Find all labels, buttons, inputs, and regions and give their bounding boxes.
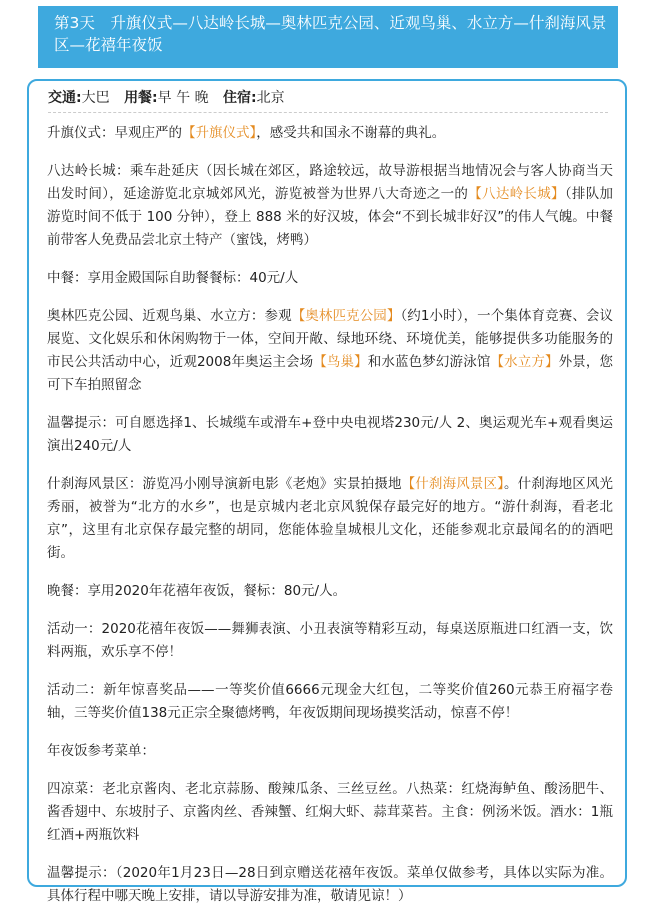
transport-label: 交通: [48,90,82,106]
trip-summary [48,86,608,113]
stay-label: 住宿: [223,90,257,106]
paragraph-shichahai: 什刹海风景区：游览冯小刚导演新电影《老炮》实景拍摄地【什刹海风景区】。什刹海地区风光秀丽，被誉为“北方的水乡”，也是京城内老北京风貌保存最完好的地方。“游什刹海，看老北京”，这里有北京保存最完整的胡同，您能体验皇城根儿文化，还能参观北京最闻名的的酒吧街。 [47,476,614,561]
highlight-birds-nest: 【鸟巢】 [313,354,368,370]
paragraph-menu-title: 年夜饭参考菜单： [47,743,155,759]
meal-value: 早 午 晚 [157,90,209,106]
meal-label: 用餐: [124,90,158,106]
paragraph-activity-one: 活动一：2020花禧年夜饭——舞狮表演、小丑表演等精彩互动，每桌送原瓶进口红酒一支，饮料两瓶，欢乐享不停！ [47,621,613,660]
transport-value: 大巴 [81,90,110,106]
day-title-banner [38,6,618,68]
paragraph-activity-two: 活动二：新年惊喜奖品——一等奖价值6666元现金大红包，二等奖价值260元恭王府福字卷轴，三等奖价值138元正宗全聚德烤鸭，年夜饭期间现场摸奖活动，惊喜不停！ [47,682,613,721]
highlight-shichahai: 【什刹海风景区】 [401,476,505,492]
stay-value: 北京 [256,90,285,106]
paragraph-lunch: 中餐：享用金殿国际自助餐餐标：40元/人 [47,270,299,286]
highlight-olympic-park: 【奥林匹克公园】 [291,308,401,324]
day-title: 第3天 升旗仪式—八达岭长城—奥林匹克公园、近观鸟巢、水立方—什刹海风景区—花禧年夜饭 [54,14,607,54]
paragraph-tip-optional: 温馨提示：可自愿选择1、长城缆车或滑车+登中央电视塔230元/人 2、奥运观光车+观看奥运演出240元/人 [47,415,613,454]
paragraph-badaling: 八达岭长城：乘车赴延庆（因长城在郊区，路途较远，故导游根据当地情况会与客人协商当天出发时间），延途游览北京城郊风光，游览被誉为世界八大奇迹之一的【八达岭长城】（排队加游览时间不低于 100 分钟），登上 888 米的好汉坡，体会“不到长城非好汉”的伟人气魄。中餐前带客人免费品尝北京土特产（蜜饯，烤鸭） [47,163,614,248]
paragraph-tip-dinner: 温馨提示：（2020年1月23日—28日到京赠送花禧年夜饭。菜单仅做参考，具体以实际为准。具体行程中哪天晚上安排，请以导游安排为准，敬请见谅！） [47,865,613,904]
paragraph-flag-ceremony: 升旗仪式：早观庄严的【升旗仪式】，感受共和国永不谢幕的典礼。 [47,125,446,141]
paragraph-menu: 四凉菜：老北京酱肉、老北京蒜肠、酸辣瓜条、三丝豆丝。八热菜：红烧海鲈鱼、酸汤肥牛、酱香翅中、东坡肘子、京酱肉丝、香辣蟹、红焖大虾、蒜茸菜苔。主食：例汤米饭。酒水：1瓶红酒+两瓶饮料 [47,781,613,843]
highlight-water-cube: 【水立方】 [490,354,559,370]
paragraph-olympic-park: 奥林匹克公园、近观鸟巢、水立方：参观【奥林匹克公园】（约1小时），一个集体育竞赛、会议展览、文化娱乐和休闲购物于一体，空间开敞、绿地环绕、环境优美，能够提供多功能服务的市民公共活动中心，近观2008年奥运主会场【鸟巢】和水蓝色梦幻游泳馆【水立方】外景，您可下车拍照留念 [47,308,614,393]
itinerary-content [47,122,613,923]
highlight-flag-ceremony: 【升旗仪式】 [182,125,257,141]
paragraph-dinner: 晚餐：享用2020年花禧年夜饭，餐标：80元/人。 [47,583,347,599]
highlight-badaling: 【八达岭长城】 [468,186,565,202]
